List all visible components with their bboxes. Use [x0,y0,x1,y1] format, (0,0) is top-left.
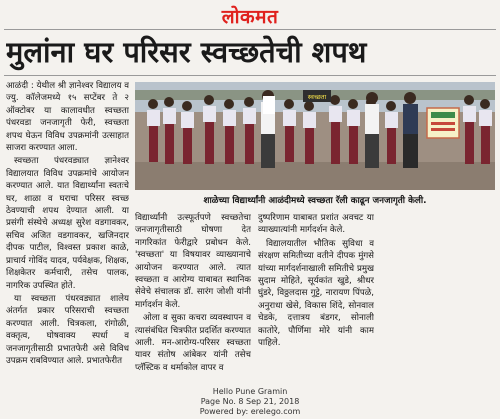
article-column-1 [6,80,129,382]
article-column-3 [258,212,374,382]
paragraph: आळंदी : येथील श्री ज्ञानेश्वर विद्यालय व ज्यु. कॉलेजमध्ये १५ सप्टेंबर ते २ ऑक्टोबर या कालावधीत स्वच्छता पंधरवडा जनजागृती फेरी, स्वच्छता शपथ घेऊन विविध उपक्रमांनी उत्साहात साजरा करण्यात आला. [6,81,129,154]
page-footer [0,387,500,417]
paragraph: या स्वच्छता पंधरवड्यात शालेय अंतर्गत प्रकार परिसराची स्वच्छता करण्यात आली. चित्रकला, रांगोळी, वक्तृत्व, घोषवाक्य स्पर्धा व जनजागृतीसाठी प्रभातफेरी असे विविध उपक्रम राबविण्यात आले. प्रभातफेरीत [6,293,129,366]
paragraph: विद्यालयातील भौतिक सुविधा व संरक्षण समितीच्या वतीने दीपक मुंगसे यांच्या मार्गदर्शनाखाली समितीचे प्रमुख सुदाम मोहिते, सूर्यकांत खुडे, श्रीधर घुंडरे, विठ्ठलदास गुट्टे, नारायण पिंपळे, अनुराधा खेसे, विकास शिंदे, सोनवाल चेडके, दत्तात्रय बंडगर, सोनाली कातोरे, पौर्णिमा मोरे यांनी काम पाहिले. [258,238,374,349]
headline-rule [4,75,496,76]
rally-photo-illustration [135,82,495,190]
article-column-2 [135,212,251,382]
paragraph: स्वच्छता पंधरवड्यात ज्ञानेश्वर विद्यालयात विविध उपक्रमांचे आयोजन करण्यात आले. यात विद्यार्थ्यांना स्वतःचे घर, शाळा व घराचा परिसर स्वच्छ ठेवण्याची शपथ देण्यात आली. या प्रसंगी संस्थेचे अध्यक्ष सुरेश वडगावकर, सचिव अजित वडगावकर, खजिनदार दीपक पाटील, विश्वस्त प्रकाश काळे, प्राचार्य गोविंद यादव, पर्यवेक्षक, शिक्षक, शिक्षकेतर कर्मचारी, तसेच पालक, नागरिक उपस्थित होते. [6,156,129,291]
masthead [0,3,500,27]
paragraph: ओला व सुका कचरा व्यवस्थापन व त्यासंबंधित चित्रफीत प्रदर्शित करण्यात आली. मन-आरोग्य-परिसर स्वच्छता यावर संतोष आंबेकर यांनी तसेच प्लॅस्टिक व थर्माकोल वापर व [135,313,251,373]
newspaper-logo: लोकमत [221,6,279,28]
paragraph: दुष्परिणाम याबाबत प्रशांत अवचट या व्याख्यात्यांनी मार्गदर्शन केले. [258,213,374,236]
rally-banner-text: स्वच्छता [307,93,327,101]
footer-powered-by: Powered by: erelego.com [199,407,301,416]
top-rule [4,29,496,30]
footer-edition: Hello Pune Gramin [212,387,288,396]
rally-photo [135,82,495,190]
footer-page-date: Page No. 8 Sep 21, 2018 [200,397,300,406]
headline: मुलांना घर परिसर स्वच्छतेची शपथ [6,35,367,69]
photo-caption: शाळेच्या विद्यार्थ्यांनी आळंदीमध्ये स्वच्छता रॅली काढून जनजागृती केली. [203,196,427,206]
paragraph: विद्यार्थ्यांनी उत्स्फूर्तपणे स्वच्छतेचा जनजागृतीसाठी घोषणा देत नागरिकांत फेरीद्वारे प्रबोधन केले. 'स्वच्छता' या विषयावर व्याख्यानाचे आयोजन करण्यात आले. त्यात स्वच्छता व आरोग्य याबाबत स्थानिक सेवेचे संचालक डॉ. सारंग जोशी यांनी मार्गदर्शन केले. [135,213,251,310]
